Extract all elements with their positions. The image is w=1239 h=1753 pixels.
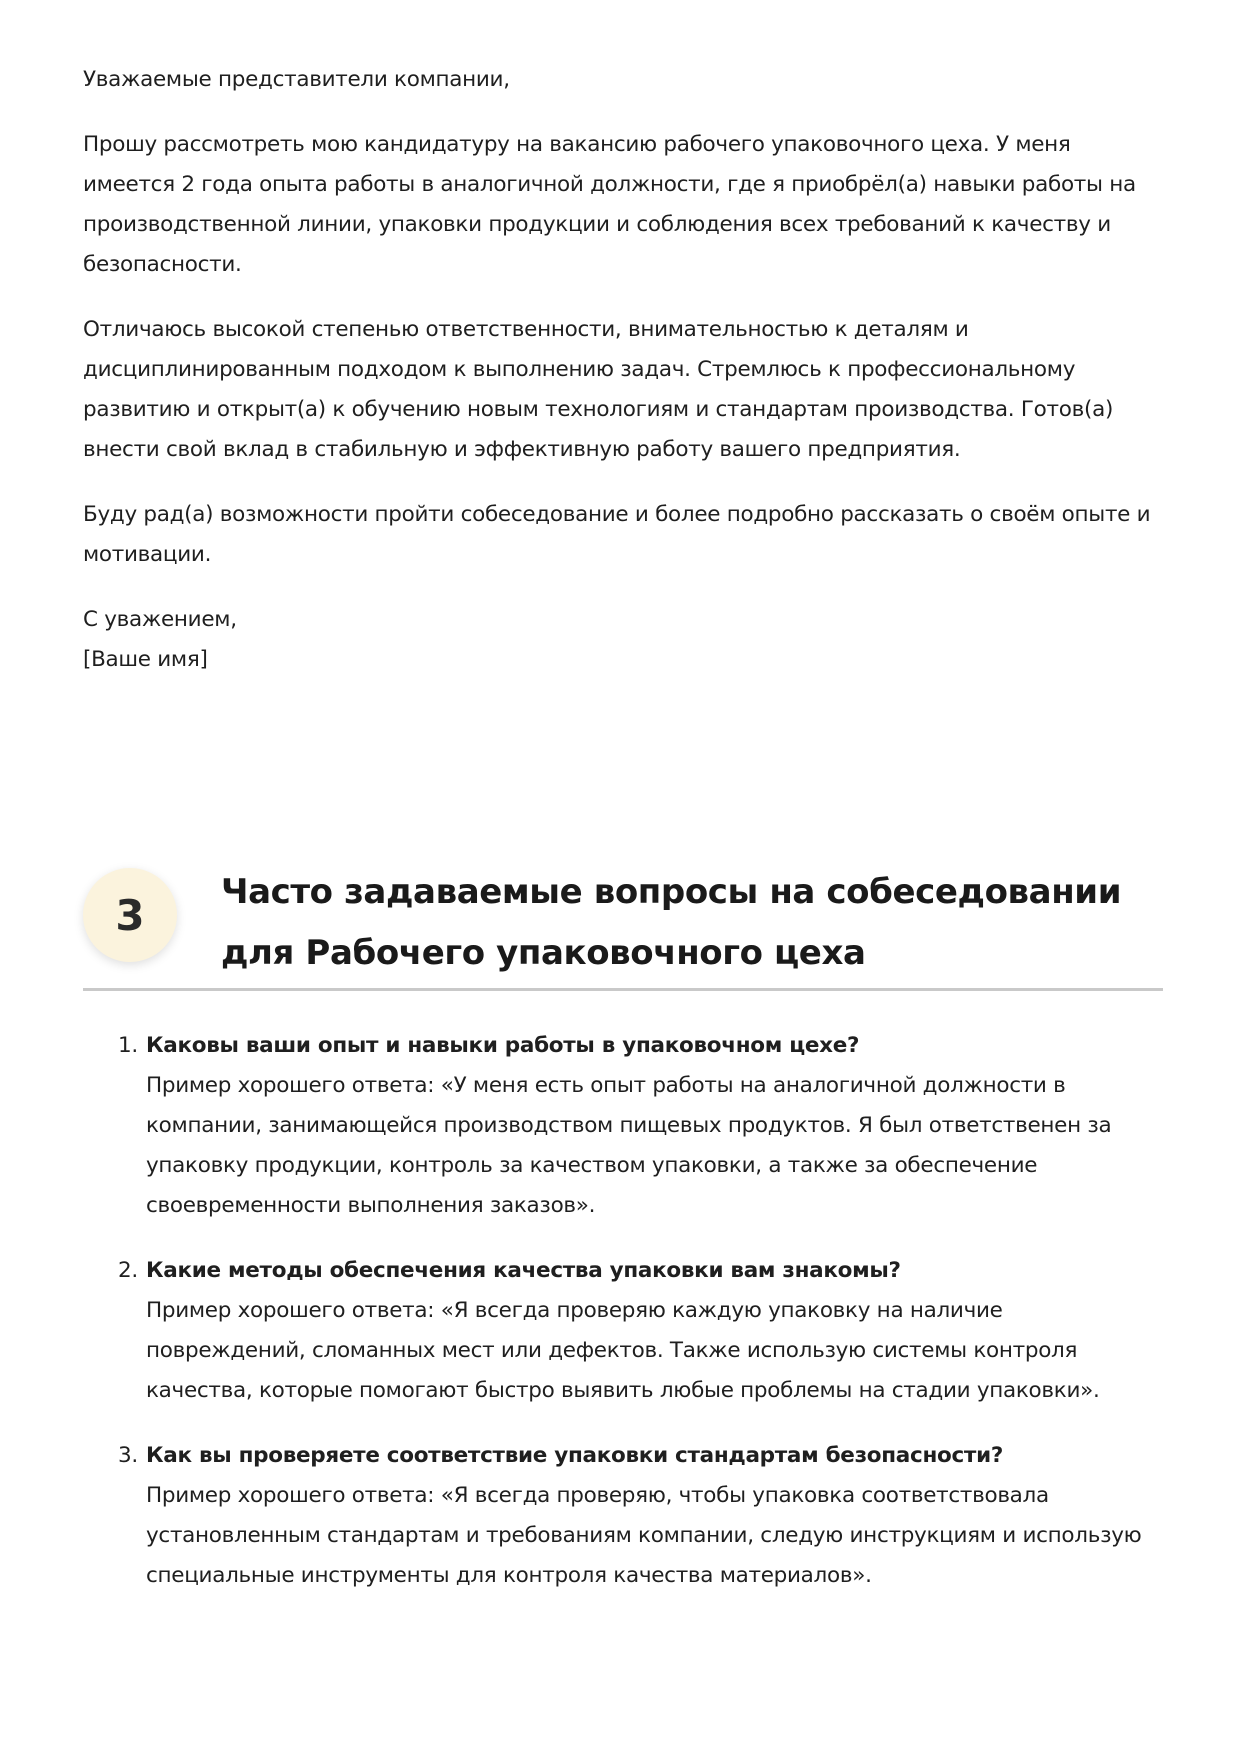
faq-answer: Пример хорошего ответа: «Я всегда проверяю, чтобы упаковка соответствовала установленным стандартам и требованиям компании, следую инструкциям и использую специальные инструменты для контроля качества материалов». (146, 1483, 1142, 1588)
letter-signature: [Ваше имя] (83, 647, 208, 672)
letter-paragraph: Буду рад(а) возможности пройти собеседование и более подробно рассказать о своём опыте и мотивации. (83, 502, 1151, 567)
faq-answer: Пример хорошего ответа: «Я всегда проверяю каждую упаковку на наличие повреждений, сломанных мест или дефектов. Также использую системы контроля качества, которые помогают быстро выявить любые проблемы на стадии упаковки». (146, 1298, 1100, 1403)
section-title: Часто задаваемые вопросы на собеседовании для Рабочего упаковочного цеха (221, 872, 1122, 973)
faq-item-number: 3. (118, 1443, 138, 1468)
faq-item (83, 1026, 1163, 1226)
section-number-badge: 3 (83, 868, 177, 962)
letter-closing (83, 600, 1163, 680)
letter-paragraph: Прошу рассмотреть мою кандидатуру на вакансию рабочего упаковочного цеха. У меня имеется 2 года опыта работы в аналогичной должности, где я приобрёл(а) навыки работы на производственной линии, упаковки продукции и соблюдения всех требований к качеству и безопасности. (83, 132, 1136, 277)
faq-item (83, 1436, 1163, 1596)
cover-letter (83, 60, 1163, 705)
letter-closing-text: С уважением, (83, 607, 237, 632)
faq-item (83, 1251, 1163, 1411)
letter-paragraph: Отличаюсь высокой степенью ответственности, внимательностью к деталям и дисциплинированным подходом к выполнению задач. Стремлюсь к профессиональному развитию и открыт(а) к обучению новым технологиям и стандартам производства. Готов(а) внести свой вклад в стабильную и эффективную работу вашего предприятия. (83, 317, 1114, 462)
faq-item-number: 1. (118, 1033, 138, 1058)
section-header (83, 862, 1163, 991)
faq-item-number: 2. (118, 1258, 138, 1283)
faq-answer: Пример хорошего ответа: «У меня есть опыт работы на аналогичной должности в компании, занимающейся производством пищевых продуктов. Я был ответственен за упаковку продукции, контроль за качеством упаковки, а также за обеспечение своевременности выполнения заказов». (146, 1073, 1112, 1218)
faq-question: Как вы проверяете соответствие упаковки стандартам безопасности? (146, 1443, 1004, 1468)
faq-question: Какие методы обеспечения качества упаковки вам знакомы? (146, 1258, 901, 1283)
faq-question: Каковы ваши опыт и навыки работы в упаковочном цехе? (146, 1033, 860, 1058)
faq-list (83, 1026, 1163, 1621)
letter-greeting: Уважаемые представители компании, (83, 67, 510, 92)
